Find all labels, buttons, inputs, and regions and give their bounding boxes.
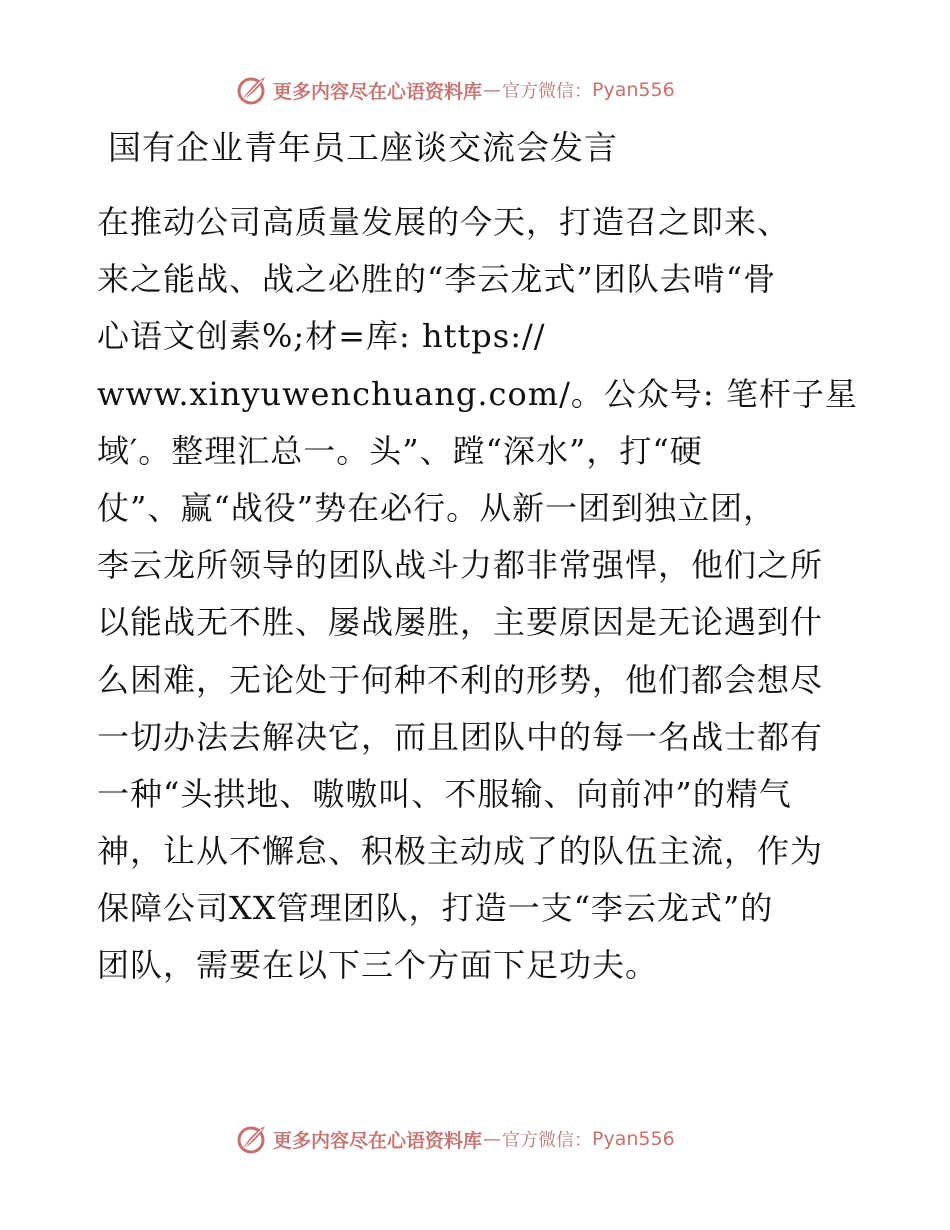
- watermark-wechat-label: 官方微信：: [502, 81, 593, 102]
- footer-watermark: [235, 1119, 675, 1159]
- body-line: www.xinyuwenchuang.com/。公众号: 笔杆子星: [97, 374, 858, 413]
- watermark-separator: —: [483, 79, 502, 101]
- body-line: 在推动公司高质量发展的今天，打造召之即来、: [97, 203, 791, 241]
- watermark-wechat-id: Pyan556: [592, 1128, 675, 1150]
- watermark-separator: —: [483, 1128, 502, 1150]
- body-line: 团队，需要在以下三个方面下足功夫。: [97, 946, 659, 985]
- body-line: 以能战无不胜、屡战屡胜，主要原因是无论遇到什: [97, 603, 824, 642]
- watermark-wechat-id: Pyan556: [592, 79, 675, 101]
- feather-quill-icon: [235, 1123, 267, 1155]
- body-line: 保障公司XX管理团队，打造一支“李云龙式”的: [97, 889, 774, 928]
- body-line: 李云龙所领导的团队战斗力都非常强悍，他们之所: [97, 546, 824, 585]
- body-line: 仗”、赢“战役”势在必行。从新一团到独立团，: [97, 488, 777, 527]
- header-watermark: [235, 70, 675, 110]
- body-line: 一切办法去解决它，而且团队中的每一名战士都有: [97, 717, 824, 756]
- document-title: 国有企业青年员工座谈交流会发言: [108, 128, 618, 167]
- document-body: [97, 194, 857, 995]
- body-line: 神，让从不懈怠、积极主动成了的队伍主流，作为: [97, 832, 824, 871]
- watermark-text: 更多内容尽在心语资料库: [273, 1129, 483, 1152]
- watermark-wechat-label: 官方微信：: [502, 1130, 593, 1151]
- body-line: 域′。整理汇总一。头”、蹚“深水”，打“硬: [97, 431, 703, 470]
- feather-quill-icon: [235, 74, 267, 106]
- body-line: 心语文创素%;材=库: https://: [97, 317, 546, 356]
- body-line: 来之能战、战之必胜的“李云龙式”团队去啃“骨: [97, 260, 777, 299]
- body-line: 一种“头拱地、嗷嗷叫、不服输、向前冲”的精气: [97, 774, 792, 813]
- watermark-text: 更多内容尽在心语资料库: [273, 80, 483, 103]
- body-line: 么困难，无论处于何种不利的形势，他们都会想尽: [97, 660, 824, 699]
